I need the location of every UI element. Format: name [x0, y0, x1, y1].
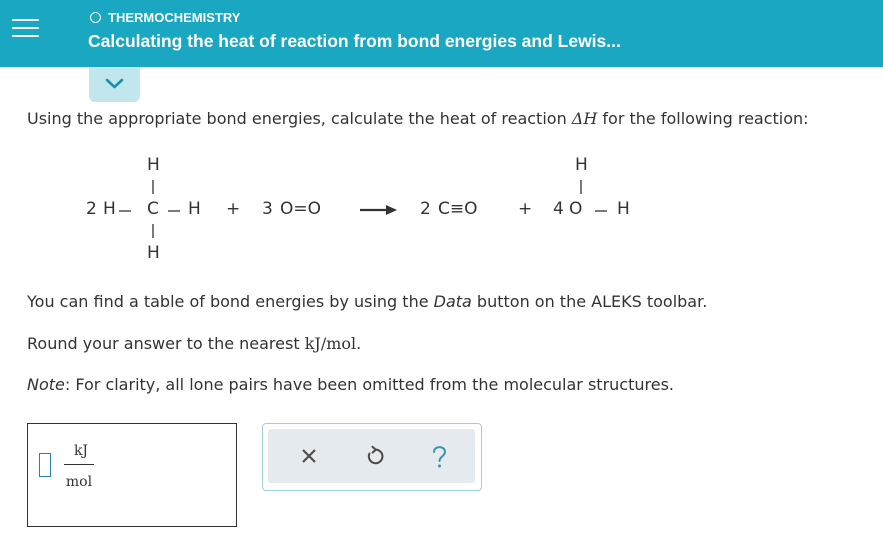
- product2-atom-top: H: [575, 155, 588, 175]
- bond-line: [152, 180, 154, 194]
- undo-button[interactable]: [349, 429, 399, 483]
- reactant1-central-atom: C: [147, 199, 159, 219]
- clear-button[interactable]: [284, 429, 334, 483]
- answer-area: [27, 423, 237, 527]
- answer-toolbar: [262, 423, 482, 491]
- note-body: : For clarity, all lone pairs have been omitted from the molecular structures.: [64, 375, 674, 394]
- unit-numerator: kJ: [73, 443, 89, 459]
- topic-label: THERMOCHEMISTRY: [108, 9, 241, 25]
- prompt-text-before: Using the appropriate bond energies, calculate the heat of reaction: [27, 109, 572, 128]
- header-bar: [0, 0, 883, 67]
- bond-line: [152, 224, 154, 238]
- bond-line: [168, 210, 180, 212]
- topic-row: [90, 9, 240, 25]
- page-title: Calculating the heat of reaction from bond energies and Lewis...: [88, 31, 621, 51]
- menu-icon[interactable]: [12, 17, 40, 39]
- round-text-before: Round your answer to the nearest: [27, 334, 305, 353]
- reactant1-atom-right: H: [188, 199, 201, 219]
- hint-text-after: button on the ALEKS toolbar.: [471, 292, 708, 311]
- product1-formula: C≡O: [438, 199, 478, 219]
- bond-line: [595, 210, 607, 212]
- hint-text: [27, 292, 707, 311]
- bond-line: [119, 210, 131, 212]
- help-icon: [414, 429, 464, 483]
- answer-input[interactable]: [39, 453, 51, 477]
- unit-fraction-bar: [64, 464, 94, 465]
- toolbar-panel: [268, 429, 475, 483]
- chevron-down-icon: [89, 67, 140, 102]
- collapse-button[interactable]: [89, 67, 140, 102]
- reactant1-coefficient: 2: [86, 199, 97, 219]
- product2-coefficient: 4: [553, 199, 564, 219]
- undo-icon: [349, 429, 399, 483]
- plus-sign: +: [518, 199, 533, 219]
- question-prompt: [27, 109, 809, 128]
- data-button-reference: Data: [433, 292, 472, 311]
- note-text: [27, 375, 674, 394]
- circle-icon: [90, 12, 101, 23]
- reactant2-coefficient: 3: [262, 199, 273, 219]
- prompt-text-after: for the following reaction:: [597, 109, 809, 128]
- delta-h-symbol: ΔH: [571, 109, 598, 128]
- plus-sign: +: [226, 199, 241, 219]
- round-unit: kJ/mol: [304, 334, 357, 353]
- reactant2-formula: O=O: [280, 199, 322, 219]
- reactant1-atom-left: H: [103, 199, 116, 219]
- reaction-arrow-icon: [360, 204, 398, 216]
- reactant1-atom-top: H: [147, 155, 160, 175]
- unit-denominator: mol: [65, 474, 93, 490]
- hint-text-before: You can find a table of bond energies by using the: [27, 292, 434, 311]
- help-button[interactable]: [414, 429, 464, 483]
- note-label: Note: [27, 375, 65, 394]
- bond-line: [580, 180, 582, 194]
- product2-atom-right: H: [617, 199, 630, 219]
- round-instruction: [27, 334, 361, 353]
- round-text-after: .: [356, 334, 362, 353]
- close-icon: [284, 429, 334, 483]
- product1-coefficient: 2: [420, 199, 431, 219]
- product2-central-atom: O: [569, 199, 583, 219]
- reactant1-atom-bottom: H: [147, 243, 160, 263]
